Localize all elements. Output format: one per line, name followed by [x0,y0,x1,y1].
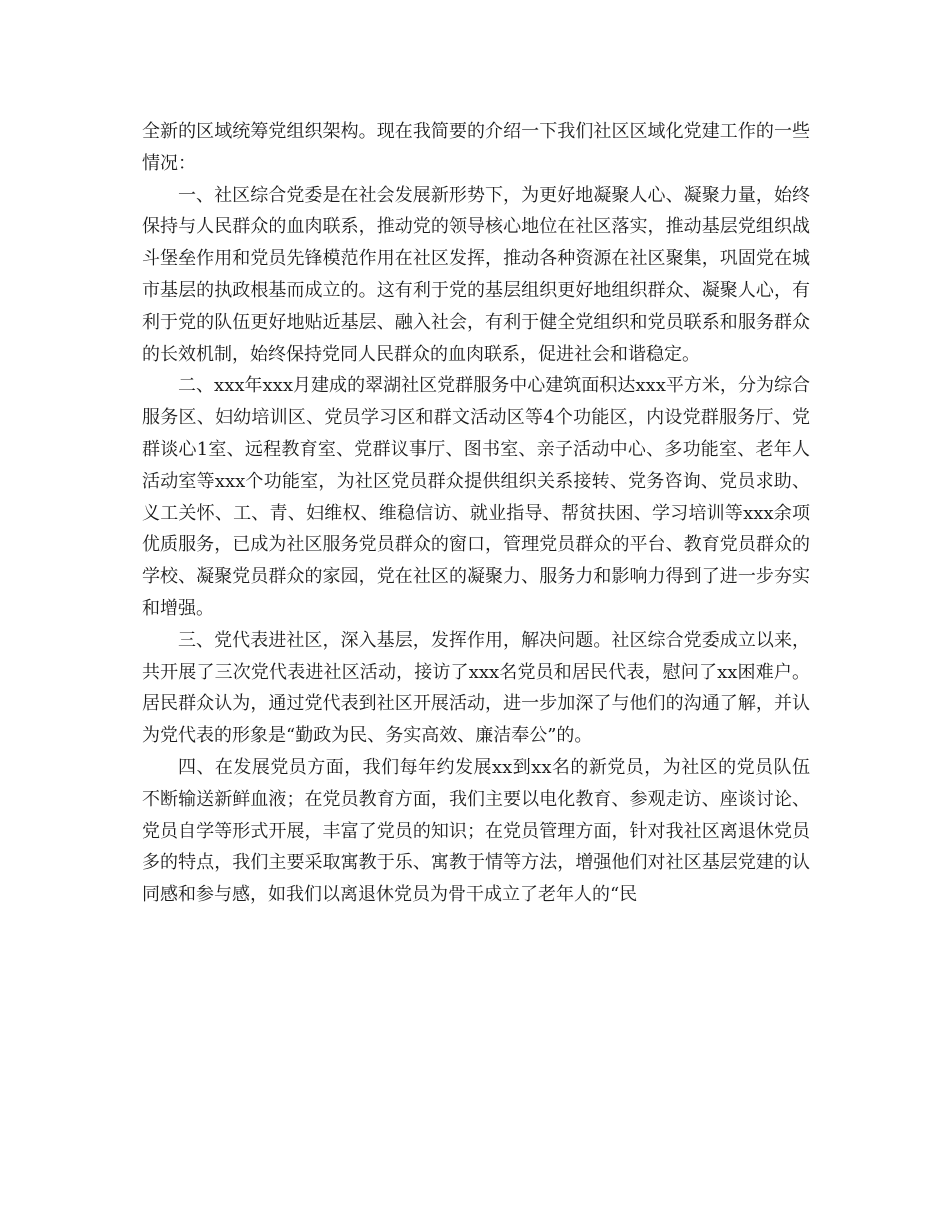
paragraph-section-3: 三、党代表进社区，深入基层，发挥作用，解决问题。社区综合党委成立以来，共开展了三次党代表进社区活动，接访了xxx名党员和居民代表，慰问了xx困难户。居民群众认为，通过党代表到社区开展活动，进一步加深了与他们的沟通了解，并认为党代表的形象是“勤政为民、务实高效、廉洁奉公”的。 [142,629,810,747]
paragraph-section-1: 一、社区综合党委是在社会发展新形势下，为更好地凝聚人心、凝聚力量，始终保持与人民群众的血肉联系，推动党的领导核心地位在社区落实，推动基层党组织战斗堡垒作用和党员先锋模范作用在社区发挥，推动各种资源在社区聚集，巩固党在城市基层的执政根基而成立的。这有利于党的基层组织更好地组织群众、凝聚人心，有利于党的队伍更好地贴近基层、融入社会，有利于健全党组织和党员联系和服务群众的长效机制，始终保持党同人民群众的血肉联系，促进社会和谐稳定。 [142,184,810,365]
paragraph-section-4: 四、在发展党员方面，我们每年约发展xx到xx名的新党员，为社区的党员队伍不断输送新鲜血液；在党员教育方面，我们主要以电化教育、参观走访、座谈讨论、党员自学等形式开展，丰富了党员的知识；在党员管理方面，针对我社区离退休党员多的特点，我们主要采取寓教于乐、寓教于情等方法，增强他们对社区基层党建的认同感和参与感，如我们以离退休党员为骨干成立了老年人的“民 [142,756,810,906]
document-body [142,116,810,911]
paragraph-continuation: 全新的区域统筹党组织架构。现在我简要的介绍一下我们社区区域化党建工作的一些情况： [142,121,810,174]
paragraph-section-2: 二、xxx年xxx月建成的翠湖社区党群服务中心建筑面积达xxx平方米，分为综合服务区、妇幼培训区、党员学习区和群文活动区等4个功能区，内设党群服务厅、党群谈心1室、远程教育室、党群议事厅、图书室、亲子活动中心、多功能室、老年人活动室等xxx个功能室，为社区党员群众提供组织关系接转、党务咨询、党员求助、义工关怀、工、青、妇维权、维稳信访、就业指导、帮贫扶困、学习培训等xxx余项优质服务，已成为社区服务党员群众的窗口，管理党员群众的平台、教育党员群众的学校、凝聚党员群众的家园，党在社区的凝聚力、服务力和影响力得到了进一步夯实和增强。 [142,375,810,619]
